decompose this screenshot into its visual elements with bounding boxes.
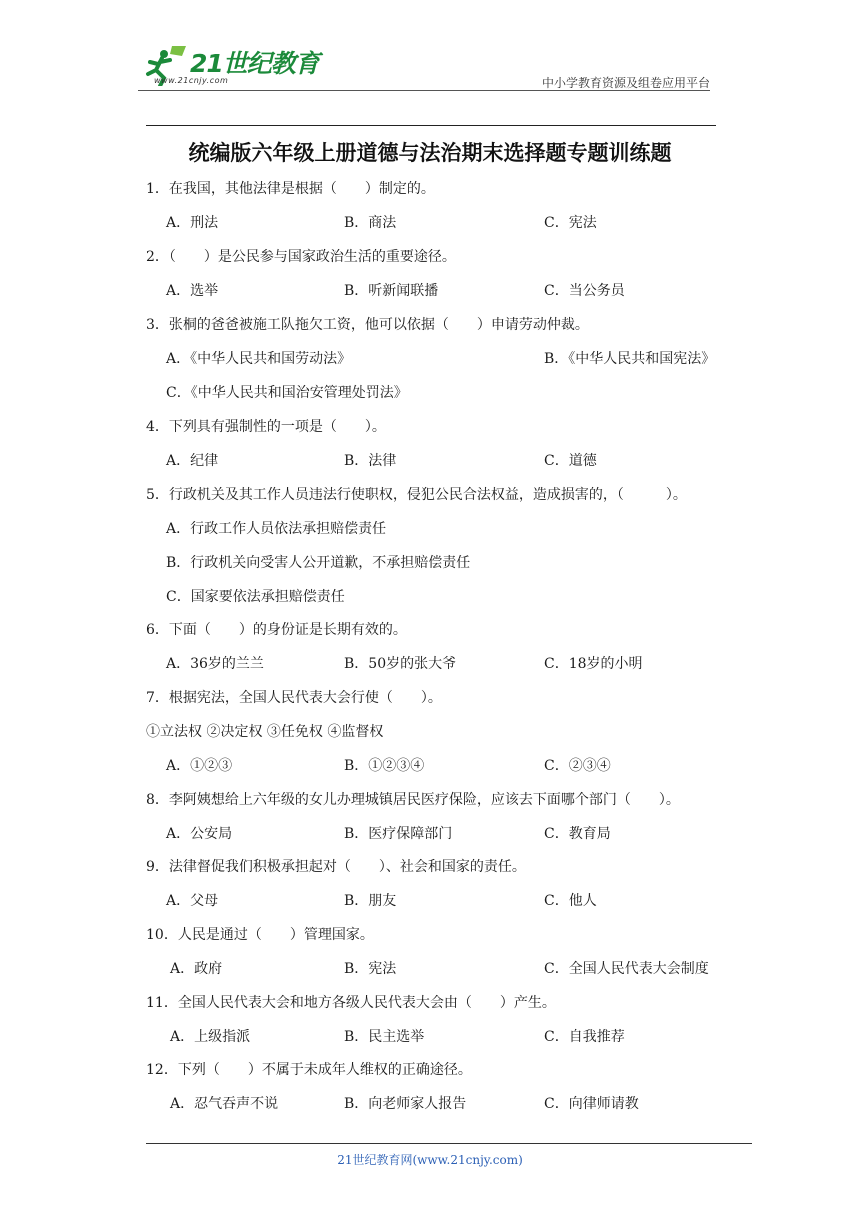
question-5-option-c[interactable]: C．国家要依法承担赔偿责任 (166, 589, 345, 605)
question-11-option-b[interactable]: B．民主选举 (344, 1029, 425, 1045)
question-7-option-a[interactable]: A．①②③ (166, 758, 233, 774)
question-4-option-a[interactable]: A．纪律 (166, 453, 219, 469)
question-9-stem: 9．法律督促我们积极承担起对（ ）、社会和国家的责任。 (146, 859, 526, 875)
page-title: 统编版六年级上册道德与法治期末选择题专题训练题 (188, 141, 672, 165)
question-5-stem: 5．行政机关及其工作人员违法行使职权，侵犯公民合法权益，造成损害的，（ ）。 (146, 487, 687, 503)
header-divider (138, 90, 710, 91)
question-6-option-a[interactable]: A．36岁的兰兰 (166, 656, 264, 672)
question-12-option-a[interactable]: A．忍气吞声不说 (170, 1096, 279, 1112)
question-11-option-c[interactable]: C．自我推荐 (544, 1029, 625, 1045)
header-platform-text: 中小学教育资源及组卷应用平台 (541, 76, 710, 90)
question-11-stem: 11．全国人民代表大会和地方各级人民代表大会由（ ）产生。 (146, 995, 556, 1011)
question-12-stem: 12．下列（ ）不属于未成年人维权的正确途径。 (146, 1062, 472, 1078)
question-1-stem: 1．在我国，其他法律是根据（ ）制定的。 (146, 181, 435, 197)
question-9-option-b[interactable]: B．朋友 (344, 893, 397, 909)
question-3-stem: 3．张桐的爸爸被施工队拖欠工资，他可以依据（ ）申请劳动仲裁。 (146, 317, 589, 333)
question-8-option-a[interactable]: A．公安局 (166, 826, 233, 842)
question-11-option-a[interactable]: A．上级指派 (170, 1029, 251, 1045)
question-4-stem: 4．下列具有强制性的一项是（ ）。 (146, 419, 386, 435)
question-12-option-c[interactable]: C．向律师请教 (544, 1096, 639, 1112)
question-9-option-a[interactable]: A．父母 (166, 893, 219, 909)
title-rule (146, 125, 716, 126)
question-7-option-b[interactable]: B．①②③④ (344, 758, 425, 774)
question-3-option-b[interactable]: B．《中华人民共和国宪法》 (544, 351, 716, 367)
question-1-option-b[interactable]: B．商法 (344, 215, 397, 231)
question-10-option-a[interactable]: A．政府 (170, 961, 223, 977)
question-6-stem: 6．下面（ ）的身份证是长期有效的。 (146, 622, 407, 638)
question-7-stem: 7．根据宪法，全国人民代表大会行使（ ）。 (146, 690, 442, 706)
footer-link[interactable]: 21世纪教育网(www.21cnjy.com) (337, 1153, 523, 1167)
question-4-option-b[interactable]: B．法律 (344, 453, 397, 469)
question-7-sub-items: ①立法权 ②决定权 ③任免权 ④监督权 (146, 724, 384, 740)
question-3-option-c[interactable]: C．《中华人民共和国治安管理处罚法》 (166, 385, 408, 401)
question-8-option-c[interactable]: C．教育局 (544, 826, 611, 842)
question-10-option-c[interactable]: C．全国人民代表大会制度 (544, 961, 709, 977)
question-6-option-c[interactable]: C．18岁的小明 (544, 656, 643, 672)
question-10-option-b[interactable]: B．宪法 (344, 961, 397, 977)
question-6-option-b[interactable]: B．50岁的张大爷 (344, 656, 457, 672)
question-5-option-a[interactable]: A．行政工作人员依法承担赔偿责任 (166, 521, 387, 537)
question-1-option-a[interactable]: A．刑法 (166, 215, 219, 231)
question-4-option-c[interactable]: C．道德 (544, 453, 597, 469)
question-10-stem: 10．人民是通过（ ）管理国家。 (146, 927, 374, 943)
question-5-option-b[interactable]: B．行政机关向受害人公开道歉，不承担赔偿责任 (166, 555, 471, 571)
question-2-option-c[interactable]: C．当公务员 (544, 283, 625, 299)
question-12-option-b[interactable]: B．向老师家人报告 (344, 1096, 467, 1112)
question-1-option-c[interactable]: C．宪法 (544, 215, 597, 231)
question-2-stem: 2．（ ）是公民参与国家政治生活的重要途径。 (146, 249, 456, 265)
logo-text: 21世纪教育 (190, 49, 319, 78)
footer-divider (146, 1143, 752, 1144)
question-3-option-a[interactable]: A．《中华人民共和国劳动法》 (166, 351, 352, 367)
question-2-option-a[interactable]: A．选举 (166, 283, 219, 299)
site-logo[interactable] (142, 42, 319, 92)
question-9-option-c[interactable]: C．他人 (544, 893, 597, 909)
question-8-option-b[interactable]: B．医疗保障部门 (344, 826, 453, 842)
question-7-option-c[interactable]: C．②③④ (544, 758, 611, 774)
question-2-option-b[interactable]: B．听新闻联播 (344, 283, 439, 299)
question-8-stem: 8．李阿姨想给上六年级的女儿办理城镇居民医疗保险，应该去下面哪个部门（ ）。 (146, 792, 680, 808)
logo-url: www.21cnjy.com (154, 76, 229, 85)
